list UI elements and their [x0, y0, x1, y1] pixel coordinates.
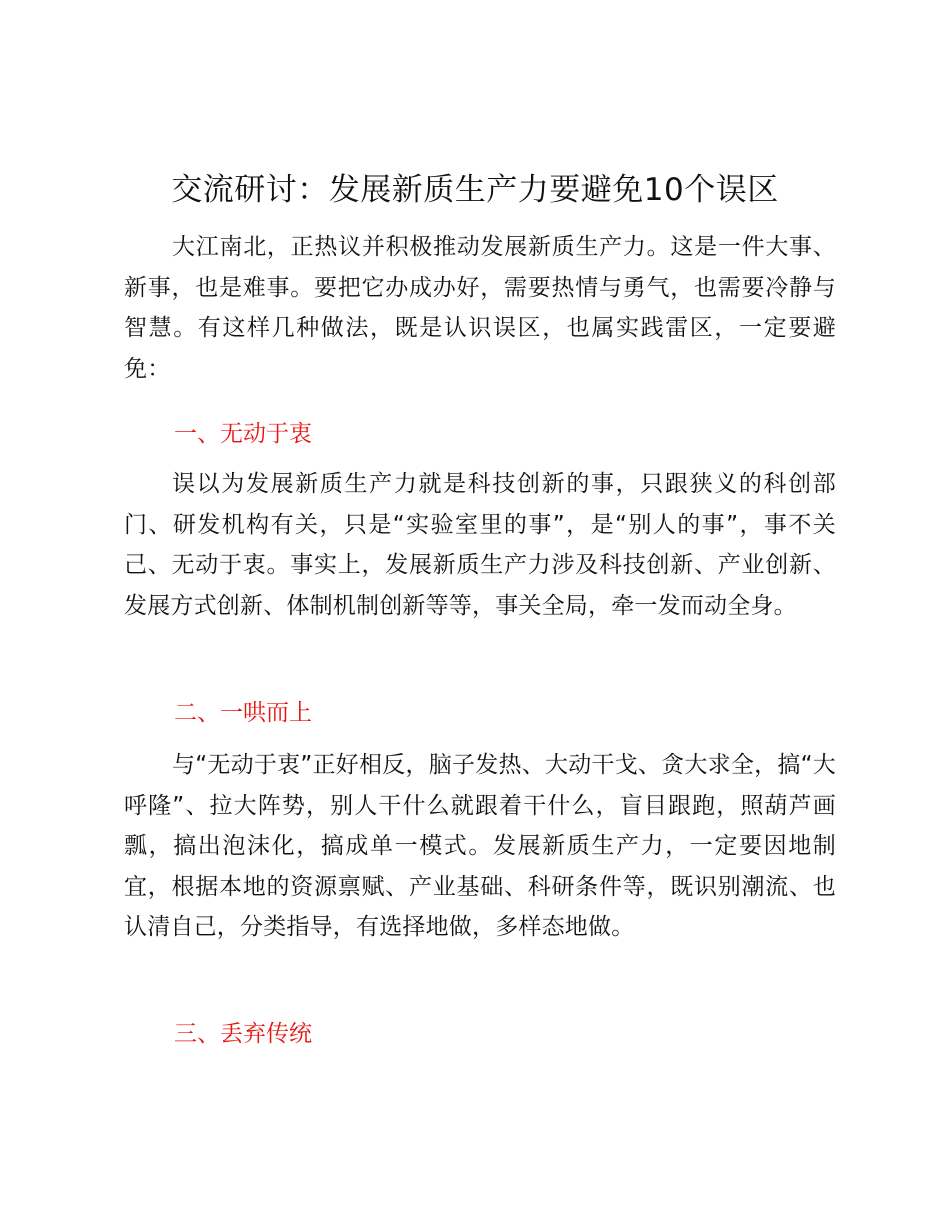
section-heading-2: 二、一哄而上 [174, 700, 312, 726]
document-title: 交流研讨：发展新质生产力要避免10个误区 [171, 172, 779, 208]
section-body-2: 与“无动于衷”正好相反，脑子发热、大动干戈、贪大求全，搞“大呼隆”、拉大阵势，别人干什么就跟着干什么，盲目跟跑，照葫芦画瓢，搞出泡沫化，搞成单一模式。发展新质生产力，一定要因地制宜，根据本地的资源禀赋、产业基础、科研条件等，既识别潮流、也认清自己，分类指导，有选择地做，多样态地做。 [124, 752, 836, 940]
section-heading-3: 三、丢弃传统 [174, 1021, 312, 1047]
section-heading-1: 一、无动于衷 [174, 421, 312, 447]
section-body-1: 误以为发展新质生产力就是科技创新的事，只跟狭义的科创部门、研发机构有关，只是“实验室里的事”，是“别人的事”，事不关己、无动于衷。事实上，发展新质生产力涉及科技创新、产业创新、发展方式创新、体制机制创新等等，事关全局，牵一发而动全身。 [124, 471, 836, 619]
intro-paragraph: 大江南北，正热议并积极推动发展新质生产力。这是一件大事、新事，也是难事。要把它办成办好，需要热情与勇气，也需要冷静与智慧。有这样几种做法，既是认识误区，也属实践雷区，一定要避免： [124, 234, 836, 382]
